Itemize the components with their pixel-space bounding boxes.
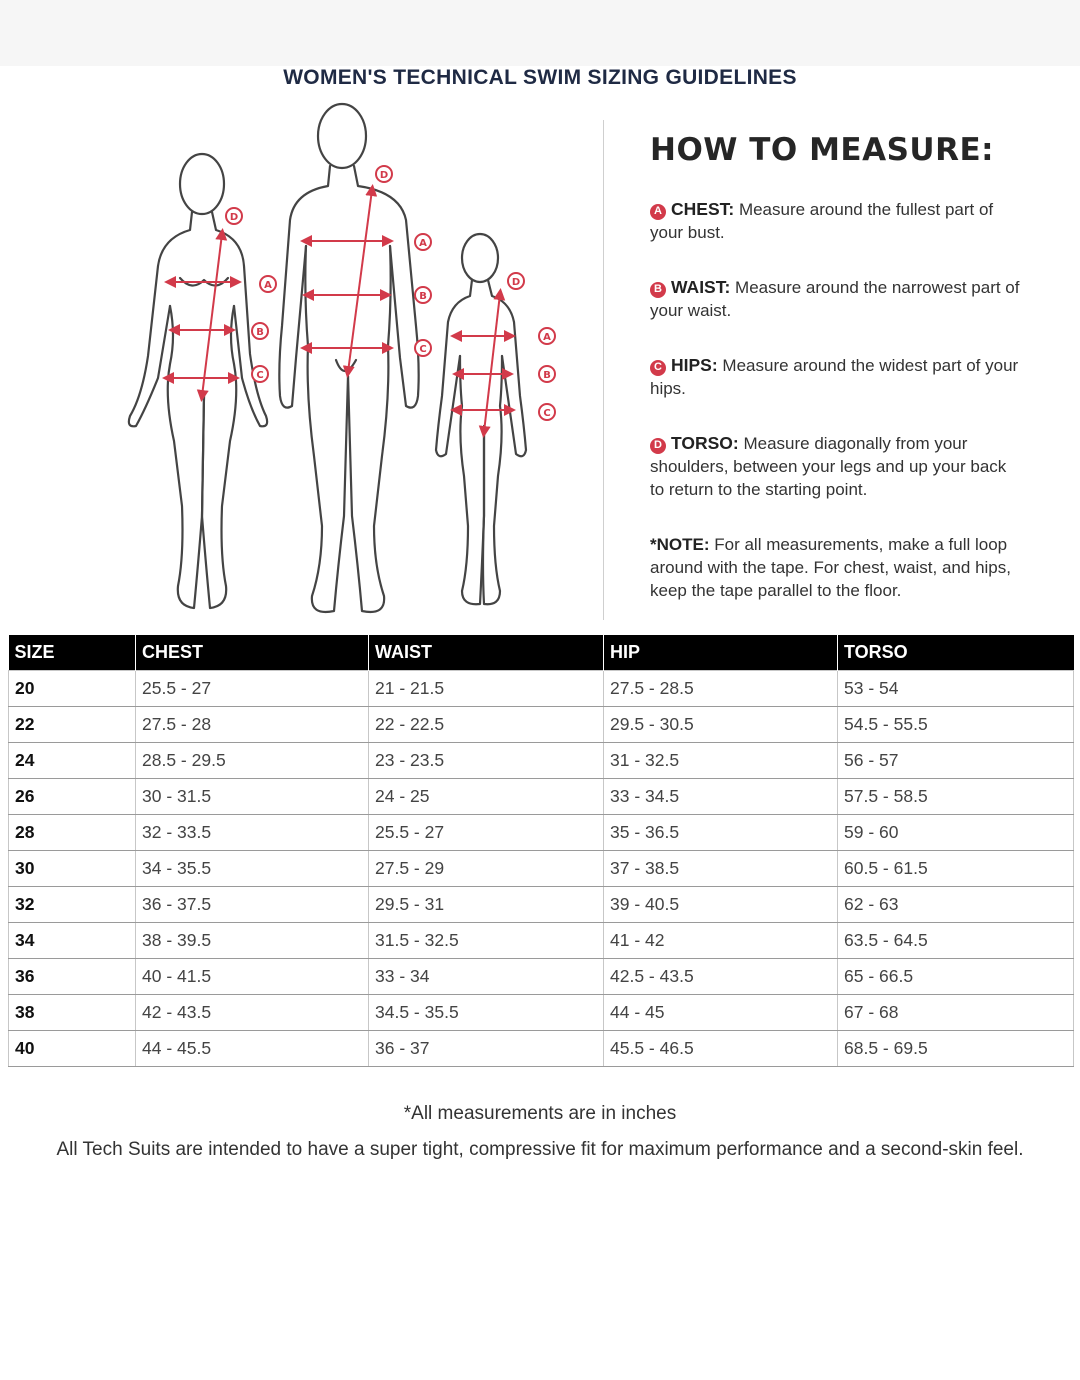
chest-cell: 34 - 35.5 [136, 851, 369, 887]
units-footnote: *All measurements are in inches [403, 1103, 677, 1124]
hip-cell: 37 - 38.5 [604, 851, 838, 887]
hips-badge-icon: C [650, 360, 666, 376]
waist-cell: 24 - 25 [369, 779, 604, 815]
chest-cell: 42 - 43.5 [136, 995, 369, 1031]
chest-term: CHEST: [671, 199, 735, 219]
torso-cell: 56 - 57 [838, 743, 1074, 779]
chest-cell: 32 - 33.5 [136, 815, 369, 851]
hip-cell: 29.5 - 30.5 [604, 707, 838, 743]
measure-item-torso [650, 432, 1020, 501]
header-hip: HIP [604, 635, 838, 671]
table-row [9, 959, 1074, 995]
size-cell: 28 [9, 815, 136, 851]
header-waist: WAIST [369, 635, 604, 671]
torso-cell: 59 - 60 [838, 815, 1074, 851]
waist-cell: 25.5 - 27 [369, 815, 604, 851]
woman-label-c: C [256, 370, 264, 381]
section-divider [603, 120, 604, 620]
table-row [9, 851, 1074, 887]
hip-cell: 42.5 - 43.5 [604, 959, 838, 995]
hip-cell: 39 - 40.5 [604, 887, 838, 923]
man-label-d: D [379, 170, 389, 181]
man-label-b: B [419, 291, 427, 302]
girl-label-a: A [543, 332, 551, 343]
waist-cell: 29.5 - 31 [369, 887, 604, 923]
note-term: *NOTE: [650, 535, 710, 554]
table-row [9, 995, 1074, 1031]
size-cell: 24 [9, 743, 136, 779]
woman-measure-arrows [168, 234, 236, 396]
torso-cell: 62 - 63 [838, 887, 1074, 923]
header-chest: CHEST [136, 635, 369, 671]
torso-cell: 68.5 - 69.5 [838, 1031, 1074, 1067]
measure-item-waist [650, 276, 1020, 322]
hip-cell: 35 - 36.5 [604, 815, 838, 851]
torso-cell: 63.5 - 64.5 [838, 923, 1074, 959]
measure-item-chest [650, 198, 1020, 244]
torso-cell: 65 - 66.5 [838, 959, 1074, 995]
girl-figure [436, 234, 526, 604]
chest-cell: 25.5 - 27 [136, 671, 369, 707]
size-cell: 38 [9, 995, 136, 1031]
how-to-measure-heading: HOW TO MEASURE: [650, 132, 995, 168]
man-measure-arrows [306, 190, 388, 372]
chest-cell: 27.5 - 28 [136, 707, 369, 743]
torso-term: TORSO: [671, 433, 739, 453]
torso-cell: 53 - 54 [838, 671, 1074, 707]
top-band [0, 0, 1080, 66]
girl-label-c: C [543, 408, 551, 419]
woman-figure [129, 154, 267, 608]
table-row [9, 707, 1074, 743]
table-row [9, 923, 1074, 959]
waist-cell: 33 - 34 [369, 959, 604, 995]
measure-item-hips [650, 354, 1020, 400]
hips-term: HIPS: [671, 355, 718, 375]
size-cell: 30 [9, 851, 136, 887]
woman-label-d: D [229, 212, 239, 223]
waist-term: WAIST: [671, 277, 731, 297]
torso-cell: 67 - 68 [838, 995, 1074, 1031]
hip-cell: 33 - 34.5 [604, 779, 838, 815]
hip-cell: 45.5 - 46.5 [604, 1031, 838, 1067]
table-row [9, 671, 1074, 707]
girl-label-d: D [511, 277, 521, 288]
torso-description: Measure diagonally from your shoulders, between your legs and up your back to return to the starting point. [650, 434, 1007, 499]
hips-description: Measure around the widest part of your hips. [650, 356, 1019, 398]
girl-label-b: B [543, 370, 551, 381]
table-header-row [9, 635, 1074, 671]
header-size: SIZE [9, 635, 136, 671]
waist-cell: 22 - 22.5 [369, 707, 604, 743]
table-row [9, 779, 1074, 815]
size-cell: 34 [9, 923, 136, 959]
chest-cell: 28.5 - 29.5 [136, 743, 369, 779]
hip-cell: 41 - 42 [604, 923, 838, 959]
measurement-figures [100, 96, 600, 626]
torso-cell: 54.5 - 55.5 [838, 707, 1074, 743]
note-text: For all measurements, make a full loop around with the tape. For chest, waist, and hips, keep the tape parallel to the floor. [650, 535, 1011, 600]
waist-cell: 36 - 37 [369, 1031, 604, 1067]
woman-label-a: A [264, 280, 272, 291]
waist-cell: 21 - 21.5 [369, 671, 604, 707]
waist-badge-icon: B [650, 282, 666, 298]
waist-cell: 34.5 - 35.5 [369, 995, 604, 1031]
torso-cell: 60.5 - 61.5 [838, 851, 1074, 887]
torso-badge-icon: D [650, 438, 666, 454]
table-row [9, 815, 1074, 851]
chest-description: Measure around the fullest part of your bust. [650, 200, 994, 242]
man-label-a: A [419, 238, 427, 249]
chest-cell: 40 - 41.5 [136, 959, 369, 995]
size-cell: 22 [9, 707, 136, 743]
chest-badge-icon: A [650, 204, 666, 220]
man-label-c: C [419, 344, 427, 355]
how-to-measure-panel [650, 132, 1020, 602]
table-row [9, 1031, 1074, 1067]
measure-note [650, 533, 1020, 602]
hip-cell: 27.5 - 28.5 [604, 671, 838, 707]
size-chart-table [8, 635, 1074, 1067]
woman-label-b: B [256, 327, 264, 338]
waist-cell: 23 - 23.5 [369, 743, 604, 779]
chest-cell: 36 - 37.5 [136, 887, 369, 923]
fit-footnote: All Tech Suits are intended to have a super tight, compressive fit for maximum performance and a second-skin feel. [56, 1139, 1024, 1160]
page-title: WOMEN'S TECHNICAL SWIM SIZING GUIDELINES [283, 66, 797, 89]
size-cell: 32 [9, 887, 136, 923]
waist-cell: 31.5 - 32.5 [369, 923, 604, 959]
table-row [9, 887, 1074, 923]
chest-cell: 30 - 31.5 [136, 779, 369, 815]
body-figures-illustration [100, 96, 600, 626]
size-cell: 20 [9, 671, 136, 707]
waist-description: Measure around the narrowest part of your waist. [650, 278, 1020, 320]
hip-cell: 44 - 45 [604, 995, 838, 1031]
chest-cell: 44 - 45.5 [136, 1031, 369, 1067]
torso-cell: 57.5 - 58.5 [838, 779, 1074, 815]
size-cell: 40 [9, 1031, 136, 1067]
chest-cell: 38 - 39.5 [136, 923, 369, 959]
table-row [9, 743, 1074, 779]
size-cell: 36 [9, 959, 136, 995]
size-cell: 26 [9, 779, 136, 815]
hip-cell: 31 - 32.5 [604, 743, 838, 779]
header-torso: TORSO [838, 635, 1074, 671]
waist-cell: 27.5 - 29 [369, 851, 604, 887]
